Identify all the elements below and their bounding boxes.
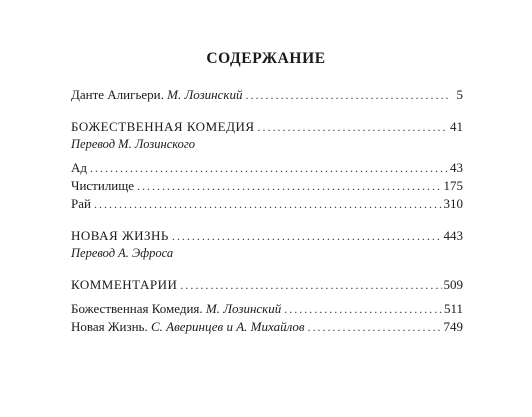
toc-entry-title: Ад — [71, 160, 88, 175]
toc-entry-title: Рай — [71, 196, 91, 211]
toc-entry-paradiso[interactable] — [71, 195, 463, 213]
toc-page-number: 41 — [450, 119, 463, 134]
toc-page-number: 5 — [456, 87, 463, 102]
dot-leader — [90, 159, 448, 177]
toc-section-title: НОВАЯ ЖИЗНЬ — [71, 228, 169, 243]
dot-leader — [308, 318, 442, 336]
toc-entry-commentary-new-life[interactable] — [71, 318, 463, 336]
toc-page-number: 749 — [443, 319, 463, 334]
toc-entry-label — [71, 86, 242, 104]
toc-entry-label — [71, 300, 281, 318]
toc-section-title: КОММЕНТАРИИ — [71, 277, 178, 292]
toc-page-number: 511 — [443, 301, 463, 316]
table-of-contents — [71, 86, 463, 336]
toc-page-number: 443 — [443, 228, 463, 243]
spacer — [71, 104, 463, 118]
toc-entry-title: Божественная Комедия. — [71, 301, 203, 316]
spacer — [71, 262, 463, 276]
toc-page-number: 509 — [443, 277, 463, 292]
dot-leader — [137, 177, 441, 195]
spacer — [71, 213, 463, 227]
toc-entry-title: Чистилище — [71, 178, 135, 193]
toc-entry-title: Данте Алигьери. — [71, 87, 164, 102]
toc-page-number: 310 — [443, 196, 463, 211]
toc-section-new-life[interactable] — [71, 227, 463, 245]
dot-leader — [94, 195, 442, 213]
toc-entry-author: С. Аверинцев и А. Михайлов — [150, 319, 305, 334]
toc-translator-note: Перевод М. Лозинского — [71, 137, 196, 151]
toc-entry-intro[interactable] — [71, 86, 463, 104]
toc-entry-commentary-comedy[interactable] — [71, 300, 463, 318]
toc-entry-author: М. Лозинский — [167, 87, 243, 102]
toc-translator-note: Перевод А. Эфроса — [71, 246, 174, 260]
toc-entry-inferno[interactable] — [71, 159, 463, 177]
page-title: СОДЕРЖАНИЕ — [206, 50, 326, 67]
dot-leader — [245, 86, 449, 104]
toc-entry-purgatorio[interactable] — [71, 177, 463, 195]
toc-entry-author: М. Лозинский — [205, 301, 282, 316]
toc-entry-label — [71, 318, 305, 336]
dot-leader — [284, 300, 442, 318]
dot-leader — [172, 227, 442, 245]
dot-leader — [180, 276, 441, 294]
toc-page-number: 43 — [450, 160, 463, 175]
toc-page-number: 175 — [443, 178, 463, 193]
toc-section-title: БОЖЕСТВЕННАЯ КОМЕДИЯ — [71, 119, 255, 134]
toc-section-divine-comedy[interactable] — [71, 118, 463, 136]
toc-section-commentary[interactable] — [71, 276, 463, 294]
toc-entry-title: Новая Жизнь. — [71, 319, 148, 334]
dot-leader — [258, 118, 448, 136]
